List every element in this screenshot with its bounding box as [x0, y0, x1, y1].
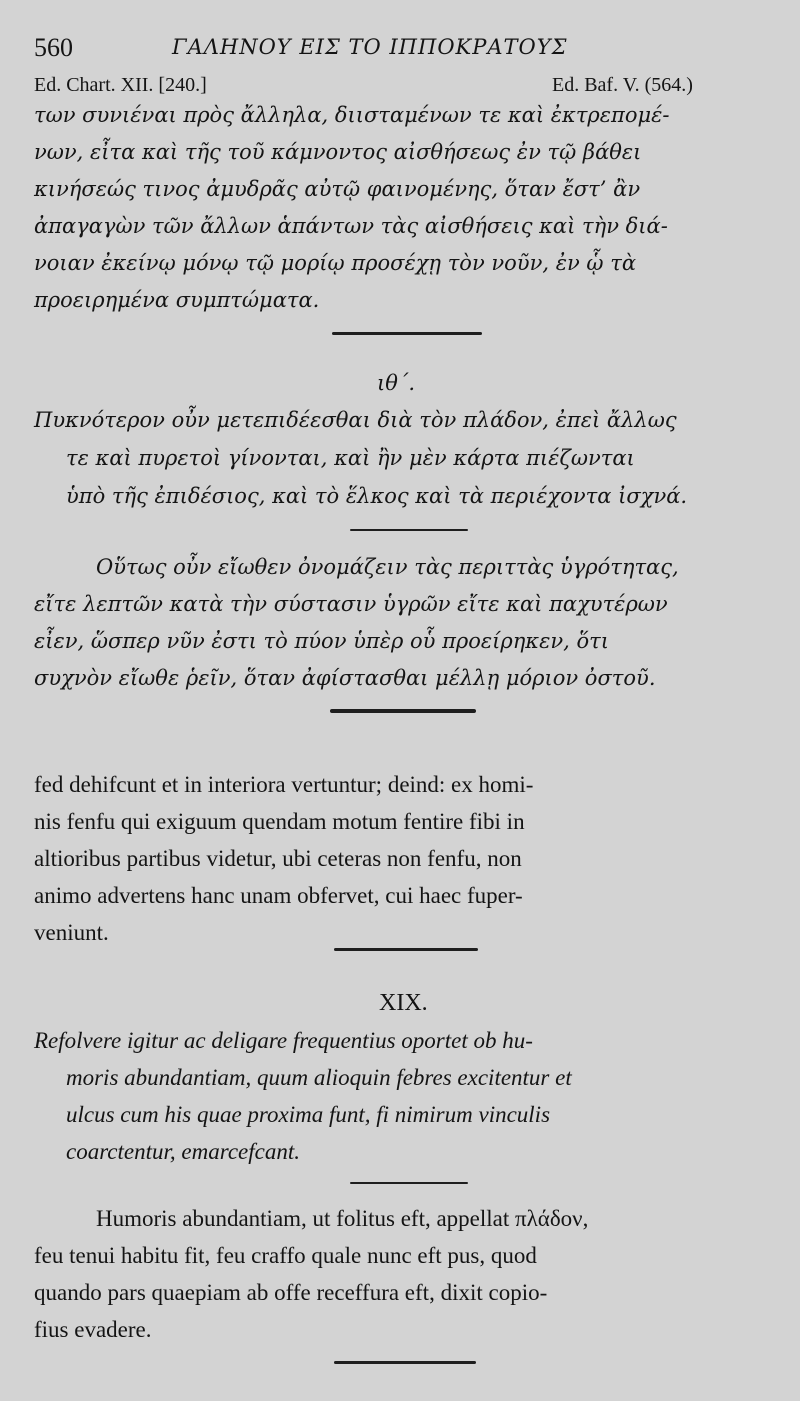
latin-text-line: altioribus partibus videtur, ubi ceteras non fenfu, non — [34, 846, 522, 871]
latin-commentary-line: Humoris abundantiam, ut folitus eft, appellat πλάδον, — [96, 1206, 589, 1231]
page-number: 560 — [34, 33, 73, 62]
greek-text-line: των συνιέναι πρὸς ἄλληλα, διισταμένων τε καὶ ἐκτρεπομέ- — [34, 103, 670, 127]
section-divider — [332, 332, 482, 335]
section-divider — [330, 709, 476, 713]
greek-aphorism-line: ὑπὸ τῆς ἐπιδέσιος, καὶ τὸ ἕλκος καὶ τὰ περιέχοντα ἰσχνά. — [66, 484, 688, 508]
greek-text-line: ἀπαγαγὼν τῶν ἄλλων ἁπάντων τὰς αἰσθήσεις καὶ τὴν διά- — [34, 214, 668, 238]
greek-commentary-line: εἴτε λεπτῶν κατὰ τὴν σύστασιν ὑγρῶν εἴτε καὶ παχυτέρων — [34, 592, 668, 616]
greek-commentary-line: Οὕτως οὖν εἴωθεν ὀνομάζειν τὰς περιττὰς ὑγρότητας, — [96, 555, 679, 579]
latin-aphorism-line: moris abundantiam, quum alioquin febres excitentur et — [66, 1065, 572, 1090]
greek-text-line: νοιαν ἐκείνῳ μόνῳ τῷ μορίῳ προσέχῃ τὸν νοῦν, ἐν ᾧ τὰ — [34, 251, 636, 275]
latin-text-line: nis fenfu qui exiguum quendam motum fentire fibi in — [34, 809, 525, 834]
greek-text-line: κινήσεώς τινος ἀμυδρᾶς αὐτῷ φαινομένης, ὅταν ἔστ’ ἂν — [34, 177, 641, 201]
section-divider — [350, 1182, 468, 1184]
greek-aphorism-line: τε καὶ πυρετοὶ γίνονται, καὶ ἢν μὲν κάρτα πιέζωνται — [66, 446, 635, 470]
latin-text-line: fed dehifcunt et in interiora vertuntur; deind: ex homi- — [34, 772, 534, 797]
latin-commentary-line: feu tenui habitu fit, feu craffo quale nunc eft pus, quod — [34, 1243, 537, 1268]
greek-section-number: ιθ΄. — [377, 371, 416, 395]
latin-text-line: animo advertens hanc unam obfervet, cui haec fuper- — [34, 883, 523, 908]
running-title: ΓΑΛΗΝΟΥ ΕΙΣ ΤΟ ΙΠΠΟΚΡΑΤΟΥΣ — [172, 35, 568, 59]
greek-commentary-line: συχνὸν εἴωθε ῥεῖν, ὅταν ἀφίστασθαι μέλλῃ μόριον ὀστοῦ. — [34, 666, 656, 690]
section-divider — [334, 948, 478, 951]
latin-text-line: veniunt. — [34, 920, 109, 945]
latin-section-number: XIX. — [379, 990, 428, 1016]
latin-aphorism-line: coarctentur, emarcefcant. — [66, 1139, 300, 1164]
section-divider — [334, 1361, 476, 1364]
latin-aphorism-line: Refolvere igitur ac deligare frequentius oportet ob hu- — [34, 1028, 533, 1053]
greek-commentary-line: εἶεν, ὥσπερ νῦν ἐστι τὸ πύον ὑπὲρ οὗ προείρηκεν, ὅτι — [34, 629, 609, 653]
edition-ref-right: Ed. Baf. V. (564.) — [552, 74, 693, 96]
latin-aphorism-line: ulcus cum his quae proxima funt, fi nimirum vinculis — [66, 1102, 551, 1127]
section-divider — [350, 529, 468, 531]
latin-commentary-line: quando pars quaepiam ab offe receffura eft, dixit copio- — [34, 1280, 548, 1305]
greek-aphorism-line: Πυκνότερον οὖν μετεπιδέεσθαι διὰ τὸν πλάδον, ἐπεὶ ἄλλως — [34, 408, 677, 432]
edition-ref-left: Ed. Chart. XII. [240.] — [34, 74, 207, 96]
latin-commentary-line: fius evadere. — [34, 1317, 152, 1342]
greek-text-line: νων, εἶτα καὶ τῆς τοῦ κάμνοντος αἰσθήσεως ἐν τῷ βάθει — [34, 140, 642, 164]
greek-text-line: προειρημένα συμπτώματα. — [34, 288, 320, 312]
